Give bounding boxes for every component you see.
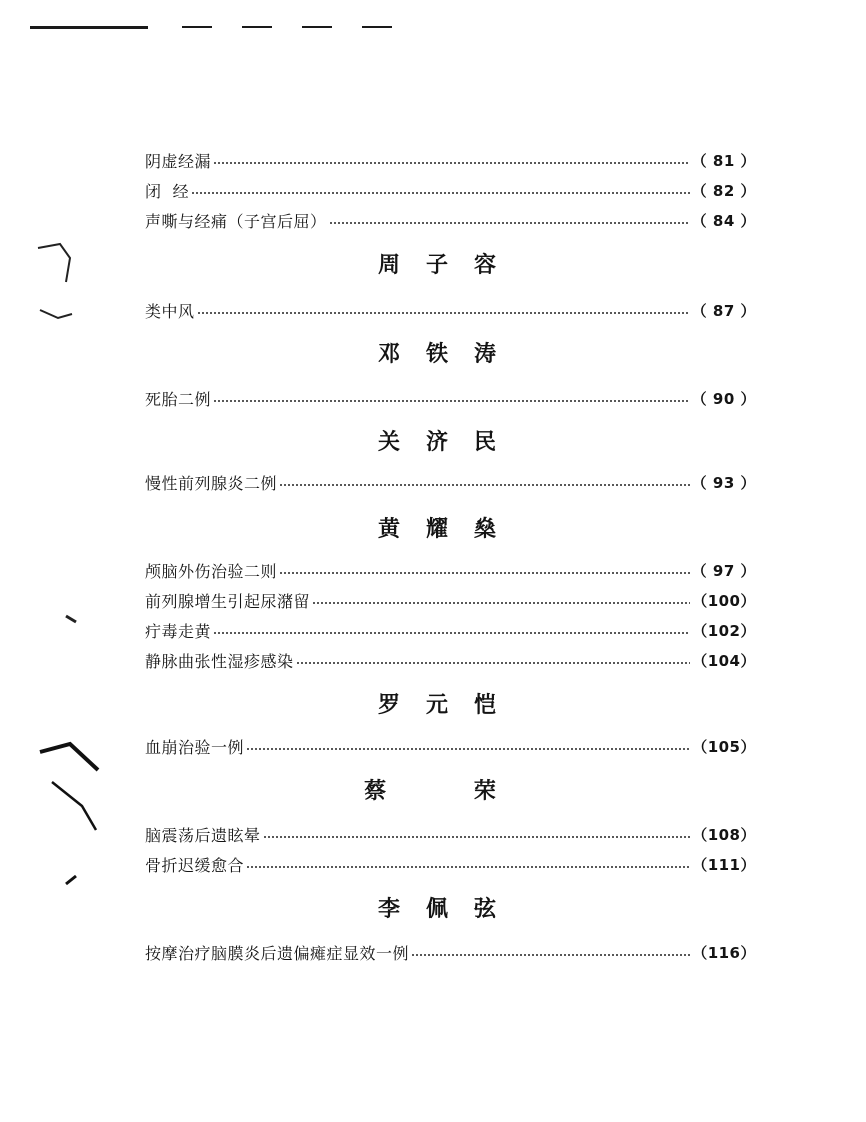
toc-entry [145, 852, 756, 876]
toc-entry [145, 734, 756, 758]
entry-title: 按摩治疗脑膜炎后遗偏瘫症显效一例 [145, 943, 410, 963]
entry-page: （ 87 ） [691, 301, 756, 320]
dot-leader [246, 866, 690, 868]
dot-leader [246, 748, 690, 750]
entry-title: 闭 经 [145, 181, 190, 201]
entry-title: 死胎二例 [145, 389, 212, 409]
entry-title: 疔毒走黄 [145, 621, 212, 641]
entry-title: 前列腺增生引起尿潴留 [145, 591, 311, 611]
entry-title: 骨折迟缓愈合 [145, 855, 245, 875]
toc-entry [145, 386, 756, 410]
toc-entry [145, 470, 756, 494]
dot-leader [279, 572, 690, 574]
author-heading: 黄耀燊 [377, 517, 522, 542]
toc-entry [145, 208, 756, 232]
dot-leader [213, 632, 690, 634]
entry-page: （108） [692, 825, 756, 844]
dot-leader [263, 836, 691, 838]
dot-leader [279, 484, 690, 486]
entry-page: （ 82 ） [691, 181, 756, 200]
entry-page: （100） [692, 591, 756, 610]
entry-title: 慢性前列腺炎二例 [145, 473, 278, 493]
entry-page: （116） [692, 943, 756, 962]
entry-title: 阴虚经漏 [145, 151, 212, 171]
dot-leader [312, 602, 690, 604]
entry-page: （ 93 ） [691, 473, 756, 492]
entry-title: 声嘶与经痛（子宫后屈） [145, 211, 327, 231]
entry-title: 颅脑外伤治验二则 [145, 561, 278, 581]
entry-title: 静脉曲张性湿疹感染 [145, 651, 294, 671]
entry-page: （ 81 ） [691, 151, 756, 170]
author-heading: 李佩弦 [377, 897, 522, 922]
entry-title: 血崩治验一例 [145, 737, 245, 757]
dot-leader [213, 400, 690, 402]
dot-leader [296, 662, 691, 664]
toc-entry [145, 822, 756, 846]
toc-entry [145, 298, 756, 322]
author-heading: 蔡 荣 [364, 779, 536, 804]
author-heading: 关济民 [377, 430, 522, 455]
toc-entry [145, 618, 756, 642]
entry-page: （111） [692, 855, 756, 874]
toc-entry [145, 588, 756, 612]
toc-entry [145, 648, 756, 672]
dot-leader [411, 954, 690, 956]
author-heading: 罗元恺 [377, 693, 522, 718]
dot-leader [191, 192, 689, 194]
dot-leader [329, 222, 690, 224]
entry-page: （104） [692, 651, 756, 670]
entry-title: 类中风 [145, 301, 195, 321]
entry-page: （ 90 ） [691, 389, 756, 408]
toc-entry [145, 148, 756, 172]
dot-leader [197, 312, 690, 314]
author-heading: 周子容 [377, 253, 522, 278]
toc-entry [145, 558, 756, 582]
entry-page: （102） [692, 621, 756, 640]
entry-title: 脑震荡后遗眩晕 [145, 825, 261, 845]
entry-page: （ 84 ） [691, 211, 756, 230]
dot-leader [213, 162, 690, 164]
toc-entry [145, 178, 756, 202]
toc-entry [145, 940, 756, 964]
entry-page: （105） [692, 737, 756, 756]
entry-page: （ 97 ） [691, 561, 756, 580]
author-heading: 邓铁涛 [377, 342, 522, 367]
